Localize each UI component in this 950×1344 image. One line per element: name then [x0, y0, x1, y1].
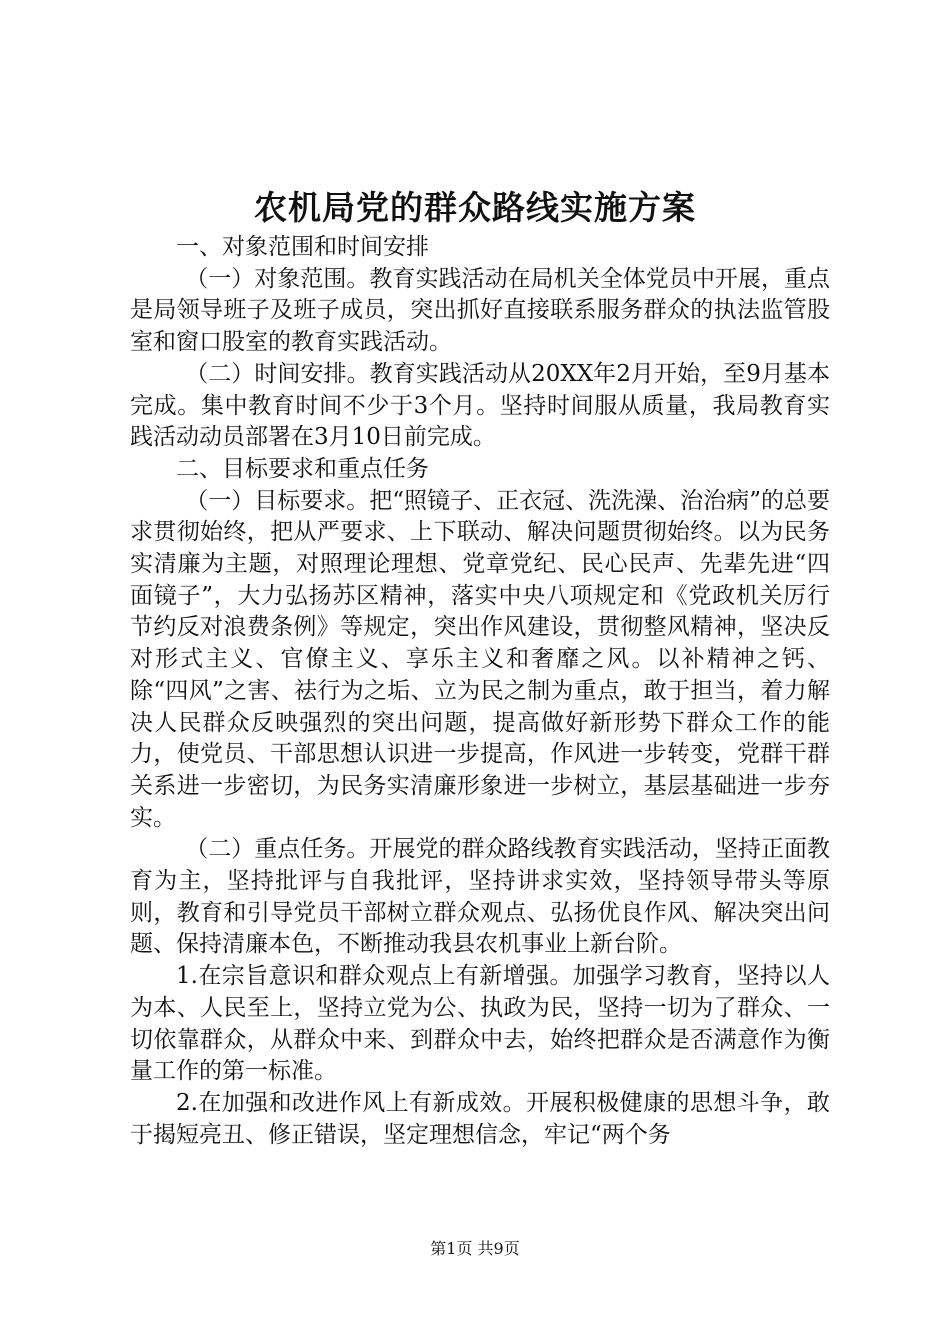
page-footer: 第1页 共9页: [430, 1239, 520, 1258]
document-title: 农机局党的群众路线实施方案: [254, 188, 696, 227]
paragraph: （二）重点任务。开展党的群众路线教育实践活动，坚持正面教育为主，坚持批评与自我批评，坚持讲求实效，坚持领导带头等原则，教育和引导党员干部树立群众观点、弘扬优良作风、解决突出问题、保持清廉本色，不断推动我县农机事业上新台阶。: [130, 836, 830, 958]
section-heading: 一、对象范围和时间安排: [176, 234, 429, 260]
paragraph: （一）目标要求。把“照镜子、正衣冠、洗洗澡、治治病”的总要求贯彻始终，把从严要求、上下联动、解决问题贯彻始终。以为民务实清廉为主题，对照理论理想、党章党纪、民心民声、先辈先进“四面镜子”，大力弘扬苏区精神，落实中央八项规定和《党政机关厉行节约反对浪费条例》等规定，突出作风建设，贯彻整风精神，坚决反对形式主义、官僚主义、享乐主义和奢靡之风。以补精神之钙、除“四风”之害、祛行为之垢、立为民之制为重点，敢于担当，着力解决人民群众反映强烈的突出问题，提高做好新形势下群众工作的能力，使党员、干部思想认识进一步提高，作风进一步转变，党群干群关系进一步密切，为民务实清廉形象进一步树立，基层基础进一步夯实。: [130, 487, 830, 831]
paragraph: （二）时间安排。教育实践活动从20XX年2月开始，至9月基本完成。集中教育时间不少于3个月。坚持时间服从质量，我局教育实践活动动员部署在3月10日前完成。: [130, 360, 830, 451]
paragraph: 2.在加强和改进作风上有新成效。开展积极健康的思想斗争，敢于揭短亮丑、修正错误，坚定理想信念，牢记“两个务: [130, 1089, 830, 1148]
document-body: [130, 232, 830, 1151]
paragraph: 1.在宗旨意识和群众观点上有新增强。加强学习教育，坚持以人为本、人民至上，坚持立党为公、执政为民，坚持一切为了群众、一切依靠群众，从群众中来、到群众中去，始终把群众是否满意作为衡量工作的第一标准。: [130, 963, 830, 1085]
paragraph: （一）对象范围。教育实践活动在局机关全体党员中开展，重点是局领导班子及班子成员，突出抓好直接联系服务群众的执法监管股室和窗口股室的教育实践活动。: [130, 265, 830, 356]
section-heading: 二、目标要求和重点任务: [176, 455, 429, 482]
